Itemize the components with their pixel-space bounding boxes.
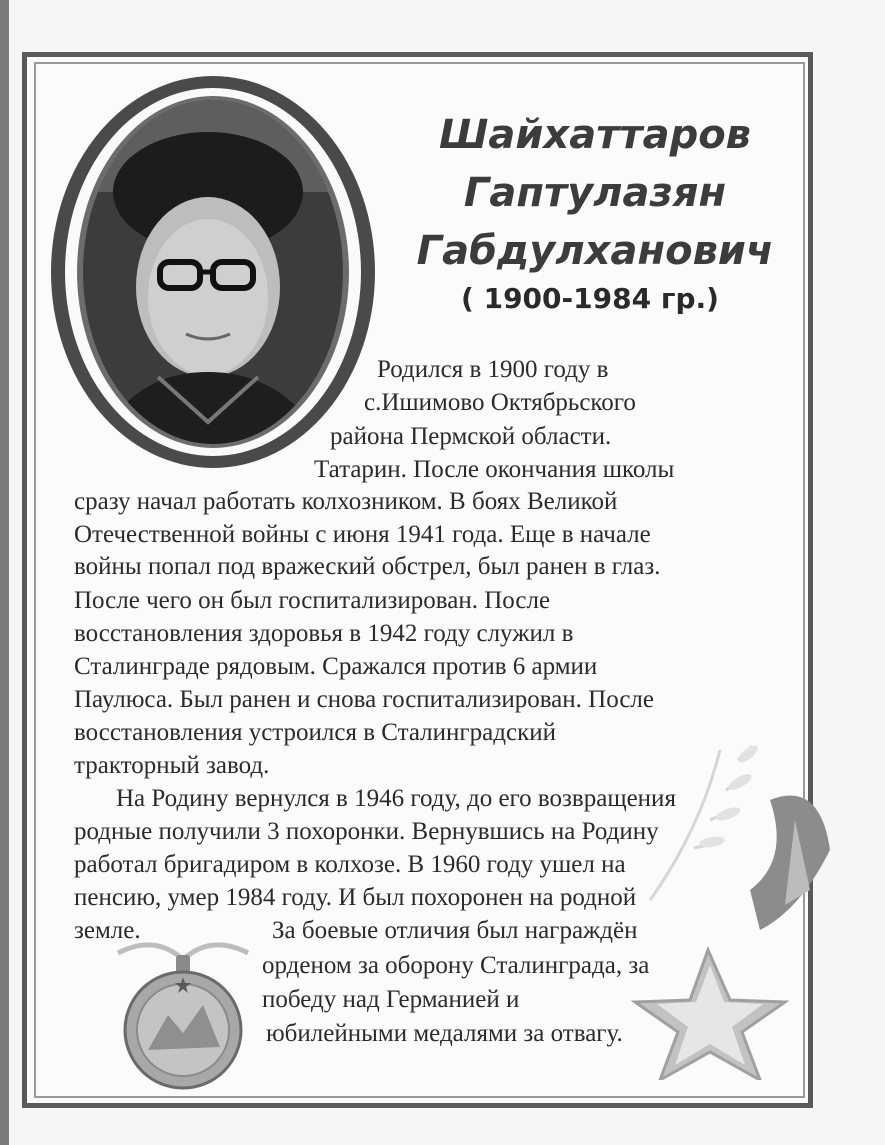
patronymic-heading: Габдулханович [416, 228, 774, 274]
bio-line: пенсию, умер 1984 году. И был похоронен на родной [74, 884, 637, 911]
bio-line: орденом за оборону Сталинграда, за [262, 952, 650, 979]
bio-line: восстановления здоровья в 1942 году служил в [74, 620, 574, 647]
bio-line: работал бригадиром в колхозе. В 1960 году ушел на [74, 851, 626, 878]
bio-line: земле. [74, 917, 141, 944]
portrait-photo [48, 72, 378, 472]
scan-edge [0, 0, 9, 1145]
bio-line: юбилейными медалями за отвагу. [266, 1020, 623, 1047]
years-label: ( 1900-1984 гр.) [461, 282, 719, 315]
bio-line: Отечественной войны с июня 1941 года. Еще в начале [74, 521, 651, 548]
bio-line: сразу начал работать колхозником. В боях Великой [74, 488, 618, 515]
stalingrad-defense-medal [108, 935, 258, 1095]
bio-line: Родился в 1900 году в [377, 356, 609, 383]
bio-line: Татарин. После окончания школы [314, 456, 675, 483]
bio-line: с.Ишимово Октябрьского [364, 389, 636, 416]
bio-line: На Родину вернулся в 1946 году, до его возвращения [116, 785, 676, 812]
bio-line: тракторный завод. [74, 752, 270, 779]
bio-line: После чего он был госпитализирован. После [74, 587, 551, 614]
bio-line: района Пермской области. [330, 423, 612, 450]
bio-line: Паулюса. Был ранен и снова госпитализирован. После [74, 686, 654, 713]
bio-line: войны попал под вражеский обстрел, был ранен в глаз. [74, 553, 661, 580]
surname-heading: Шайхаттаров [438, 112, 751, 158]
bio-line: родные получили 3 похоронки. Вернувшись на Родину [74, 818, 659, 845]
bio-line: восстановления устроился в Сталинградский [74, 719, 556, 746]
bio-line: За боевые отличия был награждён [272, 917, 638, 944]
first-name-heading: Гаптулазян [463, 170, 727, 216]
bio-line: Сталинграде рядовым. Сражался против 6 армии [74, 653, 598, 680]
bio-line: победу над Германией и [262, 986, 520, 1013]
